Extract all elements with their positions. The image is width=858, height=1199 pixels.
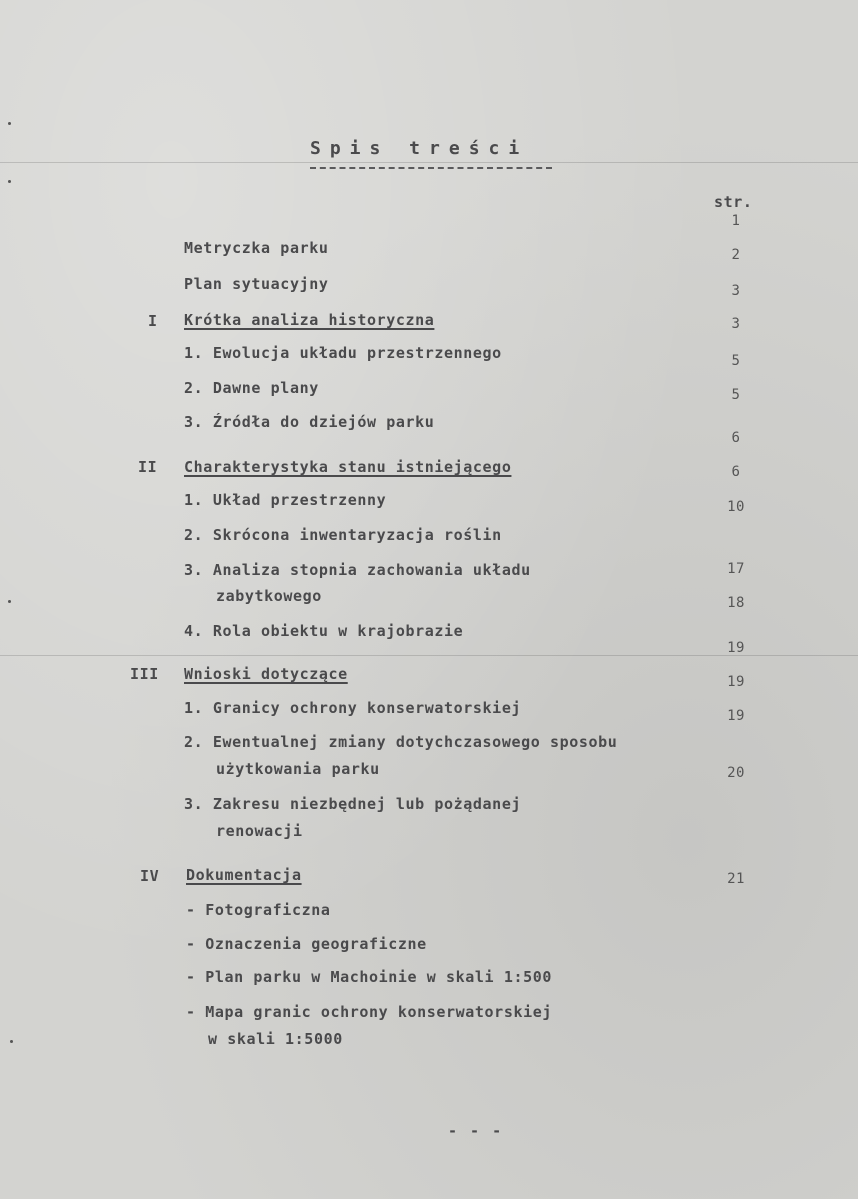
toc-page-number: 3 [731, 283, 741, 299]
section-number: II [138, 458, 158, 476]
toc-page-number: 5 [731, 353, 741, 369]
toc-page-number: 18 [727, 595, 745, 611]
toc-page-number: 6 [731, 430, 741, 446]
toc-entry-label: 2. Ewentualnej zmiany dotychczasowego sposobu [184, 733, 618, 751]
speck [8, 600, 11, 603]
toc-page-number: 1 [731, 213, 741, 229]
toc-page-number: 10 [727, 499, 745, 515]
section-heading: Krótka analiza historyczna [184, 311, 435, 329]
toc-entry-label-cont: w skali 1:5000 [208, 1030, 343, 1048]
toc-entry-label: 3. Analiza stopnia zachowania układu [184, 561, 531, 579]
toc-entry-label: - Mapa granic ochrony konserwatorskiej [186, 1003, 552, 1021]
toc-entry-label: Metryczka parku [184, 239, 329, 257]
toc-page-number: 19 [727, 640, 745, 656]
speck [8, 180, 11, 183]
toc-page-number: 3 [731, 316, 741, 332]
toc-entry-label: - Oznaczenia geograficzne [186, 935, 427, 953]
section-heading: Charakterystyka stanu istniejącego [184, 458, 512, 476]
toc-entry-label: Plan sytuacyjny [184, 275, 329, 293]
toc-entry-label: 2. Skrócona inwentaryzacja roślin [184, 526, 502, 544]
toc-page-number: 5 [731, 387, 741, 403]
toc-entry-label: 4. Rola obiektu w krajobrazie [184, 622, 464, 640]
section-heading: Dokumentacja [186, 866, 302, 884]
speck [10, 1040, 13, 1043]
section-number: I [148, 312, 158, 330]
toc-entry-label: 1. Układ przestrzenny [184, 491, 387, 509]
section-number: IV [140, 867, 160, 885]
fold-line [0, 162, 858, 163]
title-underline [310, 167, 552, 169]
speck [8, 122, 11, 125]
toc-page-number: 20 [727, 765, 745, 781]
toc-entry-label: 3. Zakresu niezbędnej lub pożądanej [184, 795, 522, 813]
section-number: III [130, 665, 159, 683]
toc-entry-label: 3. Źródła do dziejów parku [184, 413, 435, 431]
toc-page-number: 19 [727, 708, 745, 724]
page-title: Spis treści [310, 138, 529, 159]
toc-page-number: 19 [727, 674, 745, 690]
toc-entry-label-cont: użytkowania parku [216, 760, 380, 778]
toc-entry-label: - Fotograficzna [186, 901, 331, 919]
toc-page-number: 17 [727, 561, 745, 577]
toc-page-number: 6 [731, 464, 741, 480]
toc-entry-label: 1. Granicy ochrony konserwatorskiej [184, 699, 522, 717]
toc-entry-label: - Plan parku w Machoinie w skali 1:500 [186, 968, 552, 986]
toc-entry-label: 2. Dawne plany [184, 379, 319, 397]
toc-entry-label: 1. Ewolucja układu przestrzennego [184, 344, 502, 362]
toc-page-number: 21 [727, 871, 745, 887]
section-heading: Wnioski dotyczące [184, 665, 348, 683]
toc-entry-label-cont: zabytkowego [216, 587, 322, 605]
page-column-header: str. [714, 193, 753, 211]
toc-entry-label-cont: renowacji [216, 822, 303, 840]
toc-page-number: 2 [731, 247, 741, 263]
end-mark: - - - [448, 1122, 504, 1140]
